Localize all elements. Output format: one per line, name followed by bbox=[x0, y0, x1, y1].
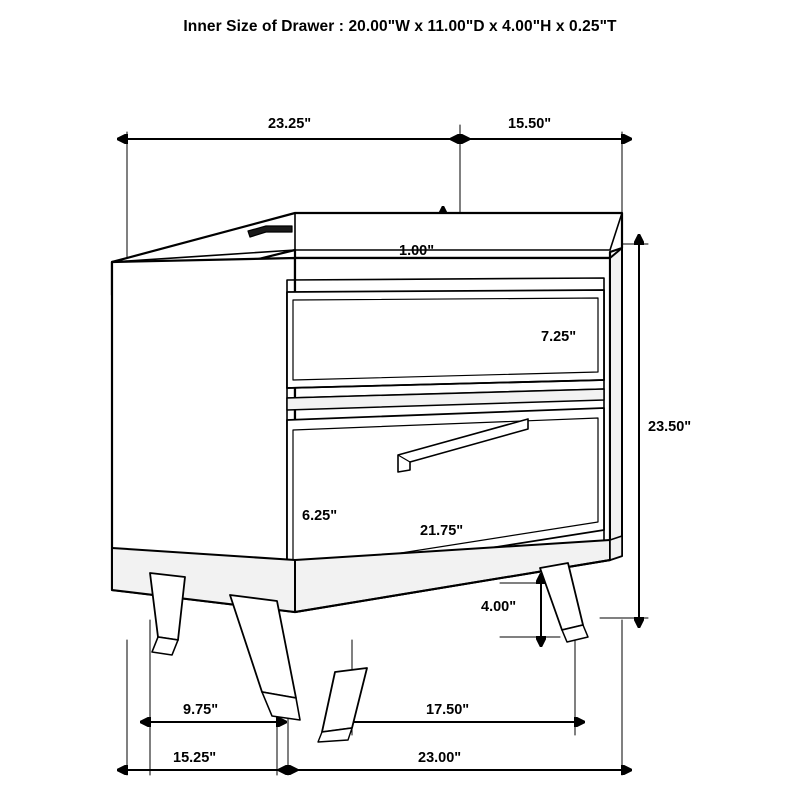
page-title: Inner Size of Drawer : 20.00"W x 11.00"D x 4.00"H x 0.25"T bbox=[183, 18, 617, 35]
dimension-label-overall-width: 23.00" bbox=[418, 750, 462, 766]
dimension-label-base-depth: 9.75" bbox=[183, 702, 219, 718]
dimension-label-total-height: 23.50" bbox=[648, 419, 692, 435]
dimension-label-overall-depth: 15.25" bbox=[173, 750, 217, 766]
dimension-label-lower-drawer-height: 6.25" bbox=[302, 508, 338, 524]
dimension-label-top-width-left: 23.25" bbox=[268, 116, 312, 132]
dimension-label-top-width-right: 15.50" bbox=[508, 116, 552, 132]
dimension-label-foot-span: 17.50" bbox=[426, 702, 470, 718]
dimension-label-upper-drawer-height: 7.25" bbox=[541, 329, 577, 345]
dimension-label-top-overhang: 1.00" bbox=[399, 243, 435, 259]
dimension-label-leg-height: 4.00" bbox=[481, 599, 517, 615]
dimension-label-drawer-front-width: 21.75" bbox=[420, 523, 464, 539]
